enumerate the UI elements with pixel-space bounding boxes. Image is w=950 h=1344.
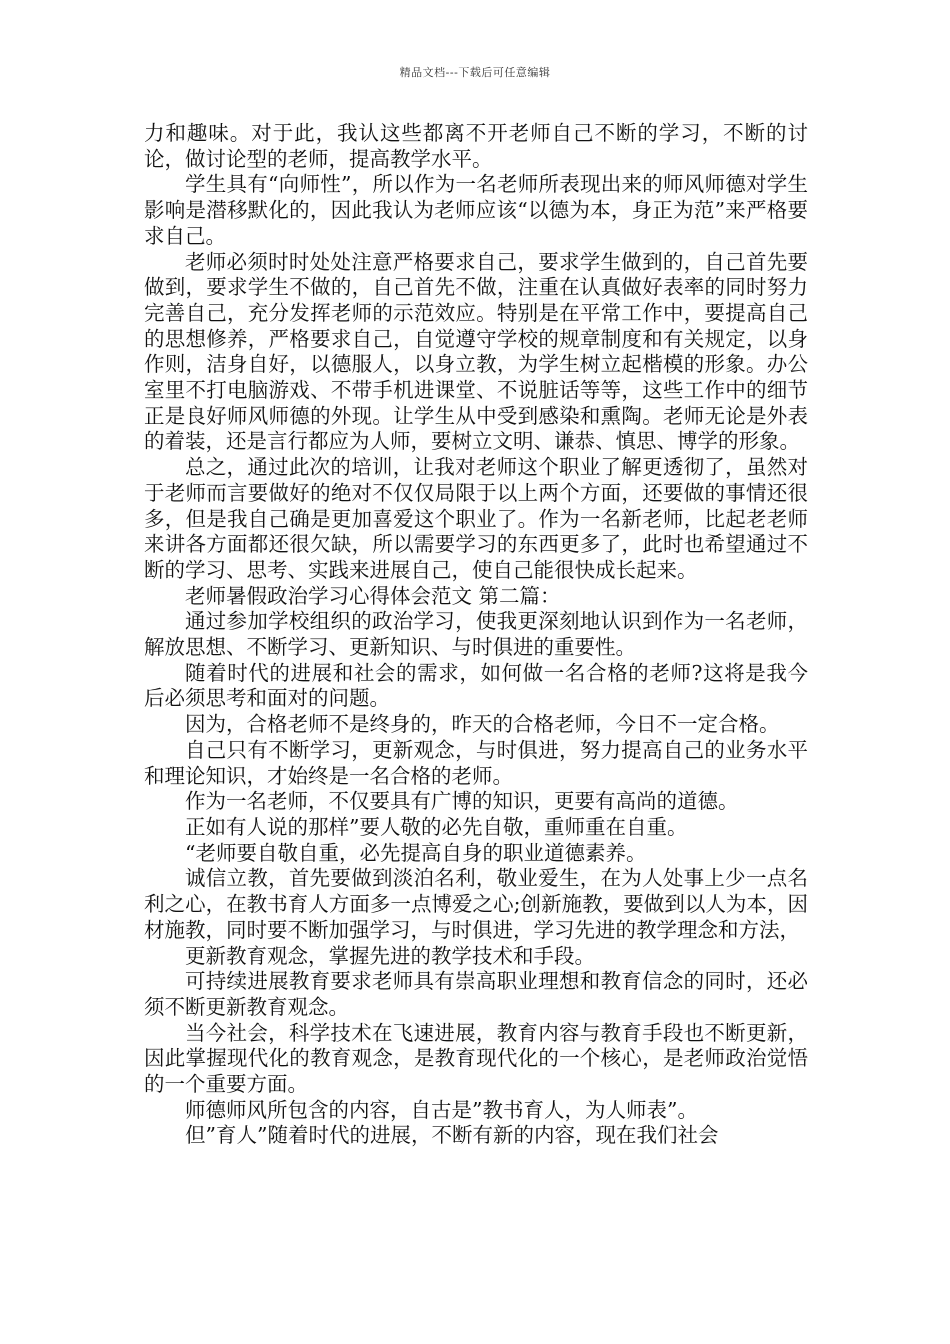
paragraph-13: 诚信立教，首先要做到淡泊名利，敬业爱生，在为人处事上少一点名利之心，在教书育人方面多一点博爱之心;创新施教，要做到以人为本，因材施教，同时要不断加强学习，与时俱进，学习先进的教学理念和方法，	[144, 866, 808, 942]
paragraph-1: 力和趣味。对于此，我认这些都离不开老师自己不断的学习，不断的讨论，做讨论型的老师，提高教学水平。	[144, 121, 808, 171]
paragraph-14: 更新教育观念，掌握先进的教学技术和手段。	[185, 943, 595, 968]
paragraph-3: 老师必须时时处处注意严格要求自己，要求学生做到的，自己首先要做到，要求学生不做的，自己首先不做，注重在认真做好表率的同时努力完善自己，充分发挥老师的示范效应。特别是在平常工作中，要提高自己的思想修养，严格要求自己，自觉遵守学校的规章制度和有关规定，以身作则，洁身自好，以德服人，以身立教，为学生树立起楷模的形象。办公室里不打电脑游戏、不带手机进课堂、不说脏话等等，这些工作中的细节正是良好师风师德的外现。让学生从中受到感染和熏陶。老师无论是外表的着装，还是言行都应为人师，要树立文明、谦恭、慎思、博学的形象。	[144, 249, 808, 454]
paragraph-18: 但”育人”随着时代的进展，不断有新的内容，现在我们社会	[185, 1123, 719, 1148]
paragraph-11: 正如有人说的那样”要人敬的必先自敬，重师重在自重。	[185, 814, 688, 839]
paragraph-12: “老师要自敬自重，必先提高自身的职业道德素养。	[185, 840, 647, 865]
paragraph-10: 作为一名老师，不仅要具有广博的知识，更要有高尚的道德。	[185, 789, 739, 814]
page-header: 精品文档---下载后可任意编辑	[399, 66, 551, 79]
section-heading: 老师暑假政治学习心得体会范文 第二篇：	[185, 583, 561, 608]
paragraph-16: 当今社会，科学技术在飞速进展，教育内容与教育手段也不断更新，因此掌握现代化的教育观念，是教育现代化的一个核心，是老师政治觉悟的一个重要方面。	[144, 1020, 808, 1097]
document-body	[144, 121, 808, 1149]
paragraph-4: 总之，通过此次的培训，让我对老师这个职业了解更透彻了，虽然对于老师而言要做好的绝对不仅仅局限于以上两个方面，还要做的事情还很多，但是我自己确是更加喜爱这个职业了。作为一名新老师，比起老老师来讲各方面都还很欠缺，所以需要学习的东西更多了，此时也希望通过不断的学习、思考、实践来进展自己，使自己能很快成长起来。	[144, 455, 808, 582]
paragraph-2: 学生具有“向师性”，所以作为一名老师所表现出来的师风师德对学生影响是潜移默化的，因此我认为老师应该“以德为本，身正为范”来严格要求自己。	[144, 172, 808, 248]
paragraph-9: 自己只有不断学习，更新观念，与时俱进，努力提高自己的业务水平和理论知识，才始终是一名合格的老师。	[144, 737, 808, 788]
paragraph-7: 随着时代的进展和社会的需求，如何做一名合格的老师?这将是我今后必须思考和面对的问题。	[144, 660, 808, 711]
paragraph-8: 因为，合格老师不是终身的，昨天的合格老师，今日不一定合格。	[185, 712, 780, 737]
paragraph-15: 可持续进展教育要求老师具有崇高职业理想和教育信念的同时，还必须不断更新教育观念。	[144, 969, 808, 1019]
paragraph-6: 通过参加学校组织的政治学习，使我更深刻地认识到作为一名老师，解放思想、不断学习、更新知识、与时俱进的重要性。	[144, 609, 808, 660]
paragraph-17: 师德师风所包含的内容，自古是”教书育人，为人师表”。	[185, 1097, 698, 1122]
